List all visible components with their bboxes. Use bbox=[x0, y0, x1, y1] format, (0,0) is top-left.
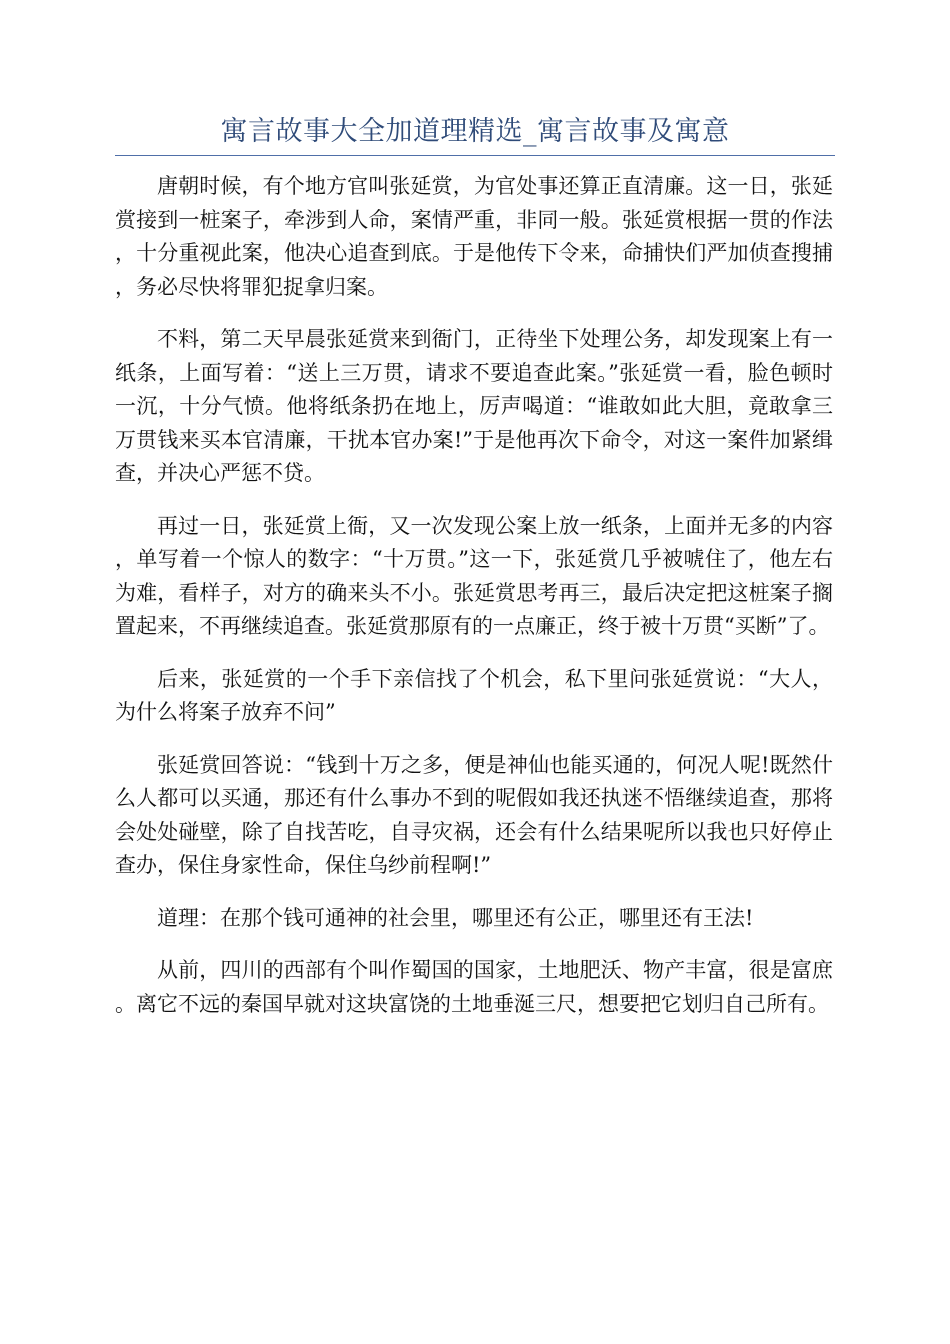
document-title: 寓言故事大全加道理精选_寓言故事及寓意 bbox=[220, 116, 730, 147]
paragraph-2: 不料，第二天早晨张延赏来到衙门，正待坐下处理公务，却发现案上有一纸条，上面写着：“送上三万贯，请求不要追查此案。”张延赏一看，脸色顿时一沉，十分气愤。他将纸条扔在地上，厉声喝道：“谁敢如此大胆，竟敢拿三万贯钱来买本官清廉，干扰本官办案!”于是他再次下命令，对这一案件加紧缉查，并决心严惩不贷。 bbox=[115, 327, 833, 485]
paragraph-5: 张延赏回答说：“钱到十万之多，便是神仙也能买通的，何况人呢!既然什么人都可以买通，那还有什么事办不到的呢假如我还执迷不悟继续追查，那将会处处碰壁，除了自找苦吃，自寻灾祸，还会有什么结果呢所以我也只好停止查办，保住身家性命，保住乌纱前程啊!” bbox=[115, 752, 833, 877]
document-body bbox=[115, 170, 833, 1040]
paragraph-3: 再过一日，张延赏上衙，又一次发现公案上放一纸条，上面并无多的内容，单写着一个惊人的数字：“十万贯。”这一下，张延赏几乎被唬住了，他左右为难，看样子，对方的确来头不小。张延赏思考再三，最后决定把这桩案子搁置起来，不再继续追查。张延赏那原有的一点廉正，终于被十万贯“买断”了。 bbox=[115, 513, 833, 638]
paragraph-4: 后来，张延赏的一个手下亲信找了个机会，私下里问张延赏说：“大人，为什么将案子放弃不问” bbox=[115, 666, 833, 724]
title-underline bbox=[115, 155, 835, 156]
paragraph-6: 道理：在那个钱可通神的社会里，哪里还有公正，哪里还有王法! bbox=[157, 905, 754, 930]
paragraph-1: 唐朝时候，有个地方官叫张延赏，为官处事还算正直清廉。这一日，张延赏接到一桩案子，牵涉到人命，案情严重，非同一般。张延赏根据一贯的作法，十分重视此案，他决心追查到底。于是他传下令来，命捕快们严加侦查搜捕，务必尽快将罪犯捉拿归案。 bbox=[115, 174, 833, 299]
paragraph-7: 从前，四川的西部有个叫作蜀国的国家，土地肥沃、物产丰富，很是富庶。离它不远的秦国早就对这块富饶的土地垂涎三尺，想要把它划归自己所有。 bbox=[115, 958, 833, 1016]
